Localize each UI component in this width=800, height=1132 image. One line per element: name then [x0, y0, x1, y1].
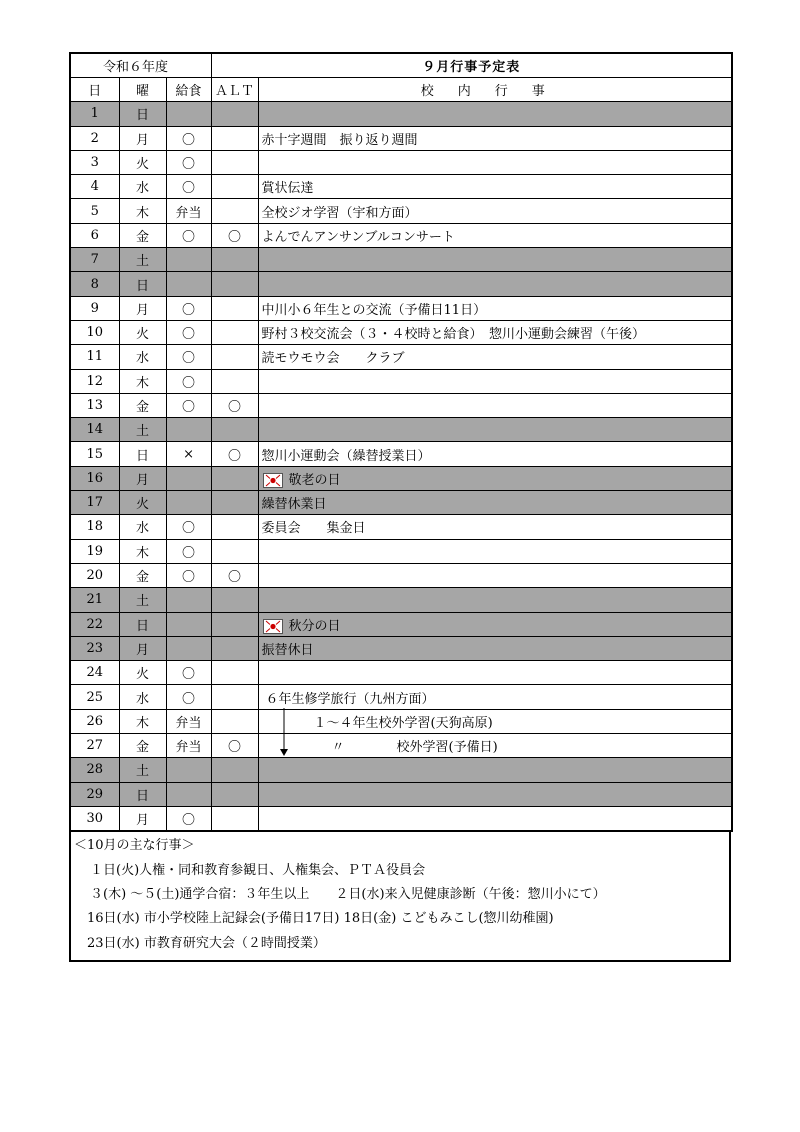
event-cell — [258, 393, 732, 417]
weekday-cell: 木 — [119, 369, 166, 393]
weekday-cell: 日 — [119, 612, 166, 636]
table-row — [70, 272, 732, 296]
alt-cell: 〇 — [211, 393, 258, 417]
lunch-cell — [166, 491, 211, 515]
event-cell — [258, 272, 732, 296]
alt-cell — [211, 320, 258, 344]
table-row — [70, 418, 732, 442]
weekday-cell: 火 — [119, 661, 166, 685]
lunch-cell: 〇 — [166, 806, 211, 831]
alt-cell — [211, 515, 258, 539]
day-cell: 11 — [70, 345, 119, 369]
day-cell: 22 — [70, 612, 119, 636]
lunch-cell: 〇 — [166, 685, 211, 709]
lunch-cell — [166, 248, 211, 272]
table-row — [70, 369, 732, 393]
lunch-cell — [166, 782, 211, 806]
table-row — [70, 442, 732, 466]
event-cell — [258, 296, 732, 320]
lunch-cell: 〇 — [166, 515, 211, 539]
weekday-cell: 火 — [119, 320, 166, 344]
alt-cell — [211, 199, 258, 223]
table-row — [70, 345, 732, 369]
table-row — [70, 612, 732, 636]
alt-cell — [211, 126, 258, 150]
day-cell: 18 — [70, 515, 119, 539]
event-text: 中川小６年生との交流（予備日11日） — [261, 302, 487, 318]
event-text: 敬老の日 — [288, 472, 341, 488]
weekday-cell: 土 — [119, 588, 166, 612]
day-cell: 28 — [70, 758, 119, 782]
schedule-table — [69, 52, 733, 832]
weekday-cell: 土 — [119, 758, 166, 782]
lunch-cell — [166, 588, 211, 612]
day-cell: 20 — [70, 563, 119, 587]
weekday-cell: 日 — [119, 782, 166, 806]
year-label: 令和６年度 — [70, 53, 211, 78]
weekday-cell: 木 — [119, 199, 166, 223]
table-row — [70, 636, 732, 660]
page-title: ９月行事予定表 — [211, 53, 732, 78]
table-row — [70, 102, 732, 126]
event-text: 野村３校交流会（３・４校時と給食） 惣川小運動会練習（午後） — [261, 327, 646, 343]
event-text: 読モウモウ会 クラブ — [261, 351, 405, 367]
alt-cell — [211, 709, 258, 733]
alt-cell — [211, 418, 258, 442]
weekday-cell: 木 — [119, 709, 166, 733]
table-row — [70, 175, 732, 199]
notes-box — [69, 832, 731, 962]
weekday-cell: 金 — [119, 223, 166, 247]
weekday-cell: 月 — [119, 466, 166, 490]
lunch-cell: 弁当 — [166, 709, 211, 733]
lunch-cell: 〇 — [166, 393, 211, 417]
table-row — [70, 223, 732, 247]
event-cell — [258, 369, 732, 393]
event-cell — [258, 734, 732, 758]
event-cell — [258, 175, 732, 199]
lunch-cell: 〇 — [166, 320, 211, 344]
day-cell: 5 — [70, 199, 119, 223]
event-cell — [258, 758, 732, 782]
day-cell: 24 — [70, 661, 119, 685]
note-line: ３(木) ～５(土)通学合宿：３年生以上 ２日(水)来入児健康診断（午後：惣川小にて） — [90, 887, 606, 903]
alt-cell — [211, 150, 258, 174]
day-cell: 2 — [70, 126, 119, 150]
lunch-cell: × — [166, 442, 211, 466]
table-row — [70, 539, 732, 563]
alt-cell — [211, 248, 258, 272]
lunch-cell: 〇 — [166, 175, 211, 199]
alt-cell: 〇 — [211, 734, 258, 758]
day-cell: 25 — [70, 685, 119, 709]
lunch-cell: 〇 — [166, 150, 211, 174]
weekday-cell: 月 — [119, 296, 166, 320]
alt-cell — [211, 661, 258, 685]
day-cell: 14 — [70, 418, 119, 442]
day-cell: 7 — [70, 248, 119, 272]
lunch-cell — [166, 102, 211, 126]
day-cell: 4 — [70, 175, 119, 199]
alt-cell: 〇 — [211, 442, 258, 466]
alt-cell — [211, 491, 258, 515]
event-cell — [258, 223, 732, 247]
event-cell — [258, 466, 732, 490]
event-text: 〃 校外学習(予備日) — [331, 740, 498, 756]
table-row — [70, 515, 732, 539]
table-row — [70, 734, 732, 758]
day-cell: 16 — [70, 466, 119, 490]
arrow-down-icon — [277, 708, 291, 758]
alt-cell — [211, 588, 258, 612]
event-cell — [258, 126, 732, 150]
lunch-cell: 〇 — [166, 296, 211, 320]
table-row — [70, 588, 732, 612]
event-cell — [258, 515, 732, 539]
day-cell: 13 — [70, 393, 119, 417]
col-alt-header: ＡＬＴ — [211, 78, 258, 102]
lunch-cell: 〇 — [166, 563, 211, 587]
weekday-cell: 日 — [119, 272, 166, 296]
event-cell — [258, 588, 732, 612]
alt-cell: 〇 — [211, 563, 258, 587]
weekday-cell: 日 — [119, 102, 166, 126]
event-cell — [258, 248, 732, 272]
weekday-cell: 金 — [119, 393, 166, 417]
schedule-sheet — [69, 52, 731, 962]
event-cell — [258, 806, 732, 831]
weekday-cell: 木 — [119, 539, 166, 563]
table-row — [70, 563, 732, 587]
lunch-cell: 〇 — [166, 345, 211, 369]
lunch-cell — [166, 466, 211, 490]
day-cell: 17 — [70, 491, 119, 515]
table-row — [70, 661, 732, 685]
table-row — [70, 806, 732, 831]
day-cell: 9 — [70, 296, 119, 320]
day-cell: 27 — [70, 734, 119, 758]
column-header-row — [70, 78, 732, 102]
table-row — [70, 150, 732, 174]
event-cell — [258, 685, 732, 709]
table-row — [70, 248, 732, 272]
weekday-cell: 土 — [119, 418, 166, 442]
weekday-cell: 土 — [119, 248, 166, 272]
lunch-cell: 〇 — [166, 369, 211, 393]
table-row — [70, 782, 732, 806]
japan-flag-icon — [263, 473, 283, 488]
table-row — [70, 709, 732, 733]
lunch-cell: 〇 — [166, 223, 211, 247]
alt-cell — [211, 272, 258, 296]
event-cell — [258, 636, 732, 660]
alt-cell — [211, 102, 258, 126]
title-row — [70, 53, 732, 78]
day-cell: 12 — [70, 369, 119, 393]
day-cell: 29 — [70, 782, 119, 806]
weekday-cell: 金 — [119, 734, 166, 758]
day-cell: 6 — [70, 223, 119, 247]
day-cell: 23 — [70, 636, 119, 660]
lunch-cell: 〇 — [166, 661, 211, 685]
weekday-cell: 火 — [119, 491, 166, 515]
event-text: ６年生修学旅行（九州方面） — [265, 691, 435, 707]
table-row — [70, 320, 732, 344]
event-text: 繰替休業日 — [261, 497, 327, 513]
weekday-cell: 日 — [119, 442, 166, 466]
alt-cell — [211, 782, 258, 806]
lunch-cell — [166, 758, 211, 782]
lunch-cell: 弁当 — [166, 199, 211, 223]
event-cell — [258, 782, 732, 806]
event-cell — [258, 320, 732, 344]
weekday-cell: 火 — [119, 150, 166, 174]
lunch-cell: 弁当 — [166, 734, 211, 758]
day-cell: 15 — [70, 442, 119, 466]
day-cell: 8 — [70, 272, 119, 296]
notes-heading: ＜10月の主な行事＞ — [74, 838, 195, 854]
table-row — [70, 296, 732, 320]
weekday-cell: 月 — [119, 636, 166, 660]
lunch-cell — [166, 272, 211, 296]
day-cell: 19 — [70, 539, 119, 563]
table-row — [70, 466, 732, 490]
lunch-cell — [166, 612, 211, 636]
table-row — [70, 685, 732, 709]
note-line: 23日(水) 市教育研究大会（２時間授業） — [87, 935, 326, 951]
alt-cell — [211, 369, 258, 393]
event-cell — [258, 345, 732, 369]
weekday-cell: 金 — [119, 563, 166, 587]
event-cell — [258, 442, 732, 466]
weekday-cell: 水 — [119, 345, 166, 369]
event-cell — [258, 199, 732, 223]
event-cell — [258, 418, 732, 442]
day-cell: 1 — [70, 102, 119, 126]
col-day-header: 日 — [70, 78, 119, 102]
weekday-cell: 水 — [119, 515, 166, 539]
day-cell: 30 — [70, 806, 119, 831]
weekday-cell: 水 — [119, 685, 166, 709]
note-line: １日(火)人権・同和教育参観日、人権集会、ＰＴＡ役員会 — [90, 862, 426, 878]
event-cell — [258, 491, 732, 515]
alt-cell — [211, 636, 258, 660]
alt-cell — [211, 466, 258, 490]
event-cell — [258, 661, 732, 685]
event-cell — [258, 539, 732, 563]
lunch-cell: 〇 — [166, 126, 211, 150]
alt-cell — [211, 539, 258, 563]
note-line: 16日(水) 市小学校陸上記録会(予備日17日) 18日(金) こどもみこし(惣川幼稚園) — [87, 911, 554, 927]
event-text: 赤十字週間 振り返り週間 — [261, 132, 418, 148]
alt-cell — [211, 175, 258, 199]
alt-cell — [211, 612, 258, 636]
col-events-header: 校内行事 — [258, 78, 732, 102]
event-text: 振替休日 — [261, 642, 314, 658]
japan-flag-icon — [263, 619, 283, 634]
col-weekday-header: 曜 — [119, 78, 166, 102]
alt-cell — [211, 345, 258, 369]
event-text: よんでんアンサンブルコンサート — [261, 229, 455, 245]
weekday-cell: 水 — [119, 175, 166, 199]
table-row — [70, 758, 732, 782]
alt-cell — [211, 758, 258, 782]
table-row — [70, 199, 732, 223]
day-cell: 10 — [70, 320, 119, 344]
event-text: 惣川小運動会（繰替授業日） — [261, 448, 431, 464]
alt-cell — [211, 296, 258, 320]
event-text: 全校ジオ学習（宇和方面） — [261, 205, 418, 221]
event-cell — [258, 102, 732, 126]
alt-cell — [211, 685, 258, 709]
lunch-cell — [166, 418, 211, 442]
alt-cell — [211, 806, 258, 831]
event-cell — [258, 563, 732, 587]
event-cell — [258, 709, 732, 733]
lunch-cell — [166, 636, 211, 660]
day-cell: 21 — [70, 588, 119, 612]
table-row — [70, 491, 732, 515]
table-row — [70, 126, 732, 150]
event-text: 秋分の日 — [288, 618, 341, 634]
lunch-cell: 〇 — [166, 539, 211, 563]
event-text: 委員会 集金日 — [261, 521, 366, 537]
weekday-cell: 月 — [119, 806, 166, 831]
weekday-cell: 月 — [119, 126, 166, 150]
event-text: 賞状伝達 — [261, 181, 314, 197]
table-row — [70, 393, 732, 417]
day-cell: 26 — [70, 709, 119, 733]
event-cell — [258, 612, 732, 636]
col-lunch-header: 給食 — [166, 78, 211, 102]
alt-cell: 〇 — [211, 223, 258, 247]
event-cell — [258, 150, 732, 174]
event-text: １～４年生校外学習(天狗高原) — [313, 715, 493, 731]
day-cell: 3 — [70, 150, 119, 174]
